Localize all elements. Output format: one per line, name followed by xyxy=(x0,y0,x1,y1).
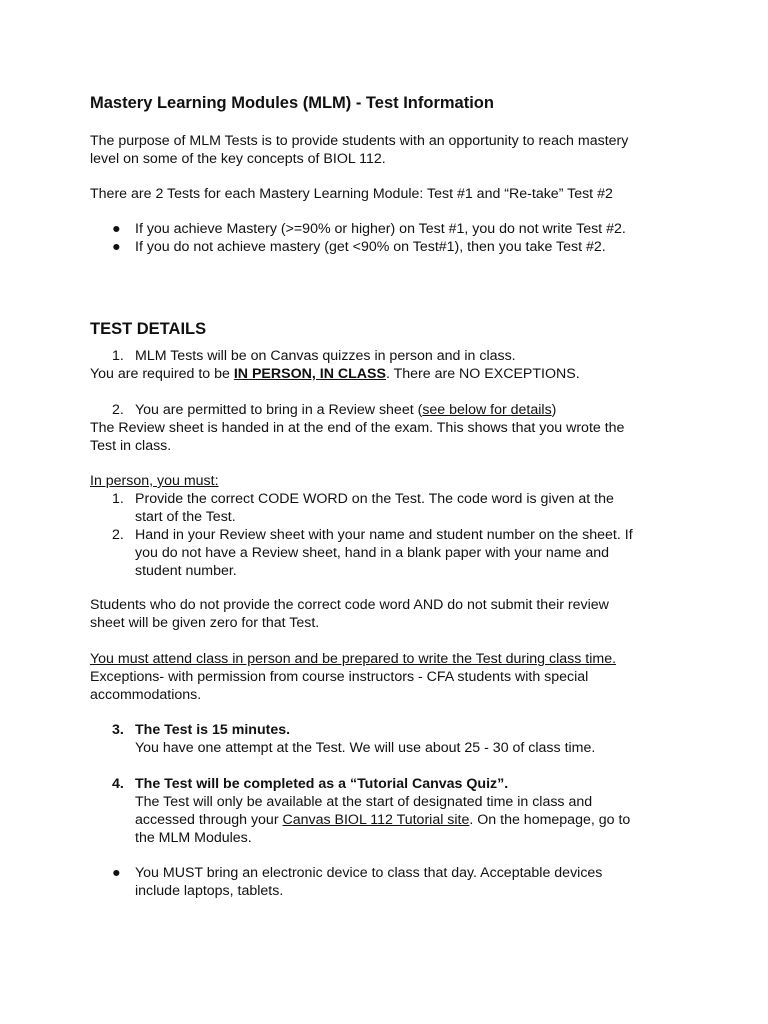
attendance-requirement: You must attend class in person and be prepared to write the Test during class time. xyxy=(90,651,617,667)
in-person-requirement xyxy=(90,365,690,383)
list-item xyxy=(90,238,690,256)
document-title: Mastery Learning Modules (MLM) - Test Information xyxy=(90,94,494,112)
in-person-item-1-number: 1. xyxy=(112,491,124,507)
exceptions-line-2: accommodations. xyxy=(90,687,202,703)
device-bullet-line-2: include laptops, tablets. xyxy=(135,883,284,899)
item-4-block xyxy=(90,775,690,847)
item-4-heading: The Test will be completed as a “Tutorial Canvas Quiz”. xyxy=(135,776,509,792)
item-2-text xyxy=(135,401,556,419)
item-3-detail: You have one attempt at the Test. We will use about 25 - 30 of class time. xyxy=(135,740,596,756)
requirement-suffix: . There are NO EXCEPTIONS. xyxy=(385,366,580,382)
mastery-bullet-list xyxy=(90,220,690,256)
list-item xyxy=(90,721,690,739)
list-item xyxy=(90,864,690,882)
in-person-heading: In person, you must: xyxy=(90,473,219,489)
item-2-prefix: You are permitted to bring in a Review sheet ( xyxy=(135,402,423,418)
tests-count-paragraph xyxy=(90,185,690,203)
see-below-link[interactable]: see below for details xyxy=(422,402,552,418)
attendance-paragraph xyxy=(90,650,690,704)
test-details-heading: TEST DETAILS xyxy=(90,320,207,338)
intro-paragraph xyxy=(90,132,690,168)
in-person-block xyxy=(90,472,690,580)
canvas-tutorial-site-link[interactable]: Canvas BIOL 112 Tutorial site xyxy=(282,812,470,828)
item-2-block xyxy=(90,401,690,455)
in-person-item-1-line-2: start of the Test. xyxy=(135,509,236,525)
item-2-suffix: ) xyxy=(551,402,557,418)
item-4-line-3: the MLM Modules. xyxy=(135,830,252,846)
review-sheet-line-1: The Review sheet is handed in at the end of the exam. This shows that you wrote the xyxy=(90,420,625,436)
bullet-icon: ● xyxy=(112,239,121,255)
list-item xyxy=(90,347,690,365)
item-1-number: 1. xyxy=(112,348,124,364)
item-4-line-2-prefix: accessed through your xyxy=(135,812,283,828)
list-item xyxy=(90,526,690,544)
device-bullet-line-1: You MUST bring an electronic device to class that day. Acceptable devices xyxy=(135,865,603,881)
requirement-prefix: You are required to be xyxy=(90,366,234,382)
list-item xyxy=(90,220,690,238)
item-4-line-2-suffix: . On the homepage, go to xyxy=(469,812,631,828)
mastery-bullet-1-text: If you achieve Mastery (>=90% or higher) on Test #1, you do not write Test #2. xyxy=(135,221,626,237)
bullet-icon: ● xyxy=(112,221,121,237)
intro-line-1: The purpose of MLM Tests is to provide students with an opportunity to reach mastery xyxy=(90,133,629,149)
in-person-item-2-line-1: Hand in your Review sheet with your name and student number on the sheet. If xyxy=(135,527,633,543)
device-bullet-list xyxy=(90,864,690,900)
zero-notice-line-2: sheet will be given zero for that Test. xyxy=(90,615,320,631)
exceptions-line-1: Exceptions- with permission from course instructors - CFA students with special xyxy=(90,669,589,685)
in-person-item-2-line-3: student number. xyxy=(135,563,237,579)
intro-line-2: level on some of the key concepts of BIOL 112. xyxy=(90,151,386,167)
item-3-block xyxy=(90,721,690,757)
item-1-block xyxy=(90,347,690,383)
in-person-item-1-line-1: Provide the correct CODE WORD on the Test. The code word is given at the xyxy=(135,491,614,507)
zero-notice-line-1: Students who do not provide the correct code word AND do not submit their review xyxy=(90,597,609,613)
bullet-icon: ● xyxy=(112,865,121,881)
item-4-line-2 xyxy=(90,811,690,829)
requirement-emphasis: IN PERSON, IN CLASS xyxy=(233,366,386,382)
tests-count-text: There are 2 Tests for each Mastery Learning Module: Test #1 and “Re-take” Test #2 xyxy=(90,186,613,202)
list-item xyxy=(90,490,690,508)
item-4-line-1: The Test will only be available at the start of designated time in class and xyxy=(135,794,593,810)
review-sheet-line-2: Test in class. xyxy=(90,438,172,454)
zero-notice-paragraph xyxy=(90,596,690,632)
item-4-number: 4. xyxy=(112,776,124,792)
item-1-text: MLM Tests will be on Canvas quizzes in person and in class. xyxy=(135,348,516,364)
item-2-number: 2. xyxy=(112,402,124,418)
list-item xyxy=(90,775,690,793)
in-person-item-2-number: 2. xyxy=(112,527,124,543)
mastery-bullet-2-text: If you do not achieve mastery (get <90% on Test#1), then you take Test #2. xyxy=(135,239,606,255)
item-3-number: 3. xyxy=(112,722,124,738)
list-item xyxy=(90,401,690,419)
item-3-heading: The Test is 15 minutes. xyxy=(135,722,291,738)
in-person-item-2-line-2: you do not have a Review sheet, hand in a blank paper with your name and xyxy=(135,545,610,561)
